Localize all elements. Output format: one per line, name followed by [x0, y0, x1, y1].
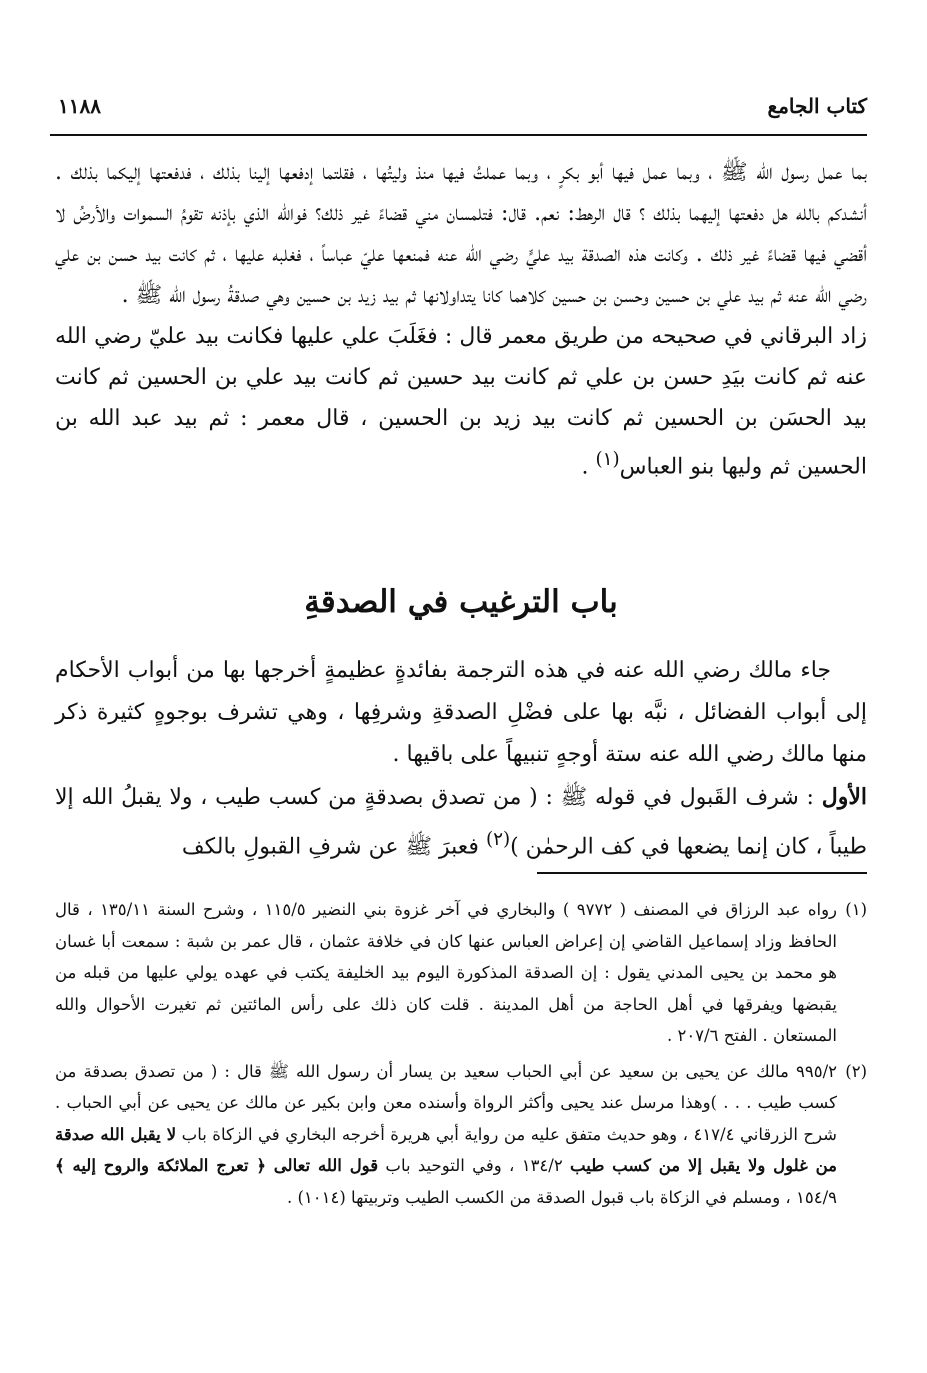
footnote-text: رواه عبد الرزاق في المصنف ( ٩٧٧٢ ) والبخاري في آخر غزوة بني النضير ١١٥/٥ ، وشرح السنة ١٣٥/١١ ، قال الحافظ وزاد إسماعيل القاضي إن إعراض العباس عنها كان في خلافة عثمان ، قال عمر بن شبة : سمعت أبا غسان هو محمد بن يحيى المدني يقول : إن الصدقة المذكورة اليوم بيد الخليفة يكتب في عهده يولي عليها من قبله من يقبضها ويفرقها في أهل الحاجة من أهل المدينة . قلت كان ذلك على رأس المائتين ثم تغيرت الأحوال والله المستعان . الفتح ٢٠٧/٦ .	[55, 900, 837, 1045]
point-text: : شرف القَبول في قوله ﷺ : ( من تصدق بصدقةٍ من كسب طيب ، ولا يقبلُ الله إلا طيباً ، كان إنما يضعها في كف الرحمٰن )	[55, 785, 867, 860]
paragraph-end: .	[581, 454, 596, 480]
page-header	[50, 90, 867, 136]
body-paragraph	[55, 316, 867, 487]
footnote-marker: (٢)	[845, 1061, 867, 1081]
running-title: كتاب الجامع	[767, 94, 867, 118]
footnote-text: ١٣٤/٢ ، وفي التوحيد باب	[378, 1156, 571, 1175]
page-number: ١١٨٨	[58, 94, 101, 118]
footnote-text: ١٥٤/٩ ، ومسلم في الزكاة باب قبول الصدقة من الكسب الطيب وتربيتها (١٠١٤) .	[286, 1187, 837, 1207]
chapter-intro	[55, 650, 867, 868]
footnotes	[55, 894, 867, 1217]
body-paragraph: بما عمل رسول الله ﷺ ، وبما عمل فيها أبو بكرٍ ، وبما عملتُ فيها منذ وليتُها ، فقلتما إدفعها إلينا بذلك ، فدفعتها إليكما بذلك . أنشدكم بالله هل دفعتها إليهما بذلك ؟ قال الرهط: نعم. قال: فتلمسان مني قضاءً غير ذلك؟ فوالله الذي بإذنه تقومُ السموات والأرضُ لا أقضي فيها قضاءً غير ذلك . وكانت هذه الصدقة بيد عليٍّ رضي الله عنه فمنعها عليّ عباساً ، فغلبه عليها ، ثم كانت بيد حسن بن علي رضي الله عنه ثم بيد علي بن حسين وحسن بن حسين كلاهما كانا يتداولانها ثم بيد زيد بن حسين وهي صدقةُ رسول الله ﷺ .	[55, 160, 867, 308]
intro-paragraph: جاء مالك رضي الله عنه في هذه الترجمة بفائدةٍ عظيمةٍ أخرجها بها من أبواب الأحكام إلى أبواب الفضائل ، نبَّه بها على فضْلِ الصدقةِ وشرفِها ، وهي تشرف بوجوهٍ كثيرة ذكر منها مالك رضي الله عنه ستة أوجهٍ تنبيهاً على باقيها .	[55, 658, 867, 767]
footnote-marker: (١)	[845, 900, 867, 919]
footnote-bold-text: قول الله تعالى ﴿ تعرج الملائكة والروح إليه ﴾	[55, 1156, 379, 1175]
main-text	[55, 152, 867, 487]
footnote-reference[interactable]: (٢)	[485, 829, 511, 850]
point-label: الأول	[821, 784, 867, 810]
point-paragraph	[55, 776, 867, 868]
footnote-2	[55, 1056, 867, 1214]
footnote-text: ٩٩٥/٢ مالك عن يحيى بن سعيد عن أبي الحباب سعيد بن يسار أن رسول الله ﷺ قال : ( من تصدق بصدقة من كسب طيب . . . )وهذا مرسل عند يحيى وأكثر الرواة وأسنده معن وابن بكير عن مالك عن يحيى عن أبي الحباب . شرح الزرقاني ٤١٧/٤ ، وهو حديث متفق عليه من رواية أبي هريرة أخرجه البخاري في الزكاة باب	[55, 1061, 837, 1144]
footnote-1	[55, 894, 867, 1052]
point-text-end: فعبرَ ﷺ عن شرفِ القبولِ بالكف	[181, 834, 486, 860]
footnote-reference[interactable]: (١)	[595, 449, 620, 470]
footnote-divider	[537, 872, 867, 874]
footnote-bold-text: لا يقبل الله صدقة من غلول ولا يقبل إلا من كسب طيب	[55, 1124, 837, 1175]
paragraph-text: زاد البرقاني في صحيحه من طريق معمر قال : فغَلَبَ علي عليها فكانت بيد عليّ رضي الله عنه ثم كانت بيَدِ حسن بن علي ثم كانت بيد حسين ثم كانت بيد علي بن الحسين ثم كانت بيد الحسَن بن الحسين ثم كانت بيد زيد بن الحسين ، قال معمر : ثم بيد عبد الله بن الحسين ثم وليها بنو العباس	[55, 324, 867, 480]
chapter-title: باب الترغيب في الصدقةِ	[304, 584, 618, 620]
